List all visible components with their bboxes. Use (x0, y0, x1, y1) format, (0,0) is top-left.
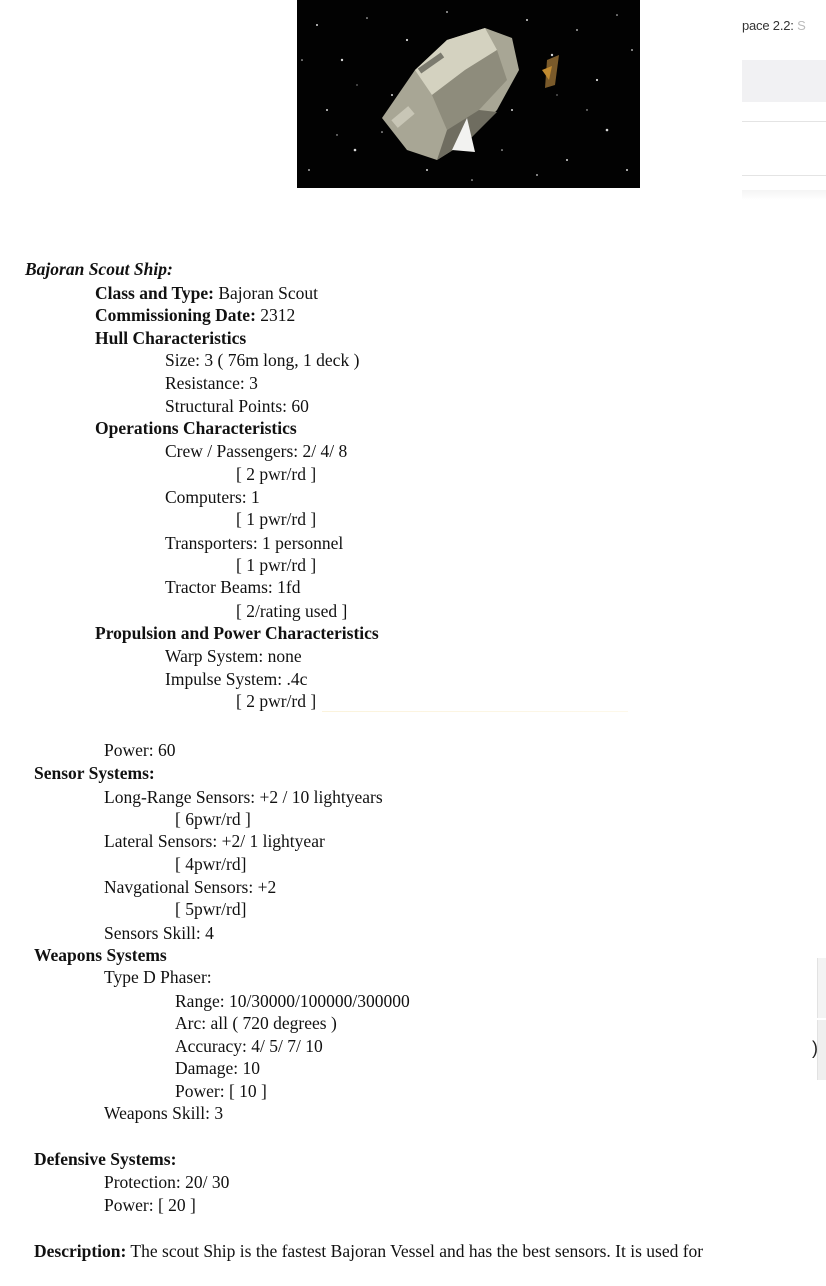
edge-partial-glyph: ) (812, 1038, 818, 1058)
ops-tractor-power: [ 2/rating used ] (236, 601, 348, 621)
sensor-nav: Navgational Sensors: +2 (104, 877, 277, 897)
edge-panel[interactable] (817, 1020, 826, 1080)
side-tab[interactable] (742, 18, 806, 40)
description-label: Description: (34, 1241, 127, 1261)
propulsion-heading: Propulsion and Power Characteristics (95, 623, 379, 643)
hull-structural: Structural Points: 60 (165, 396, 309, 416)
sensor-heading: Sensor Systems: (34, 763, 155, 783)
side-tab-label: pace 2.2: (742, 18, 794, 33)
class-label: Class and Type: (95, 283, 214, 303)
ops-crew: Crew / Passengers: 2/ 4/ 8 (165, 441, 348, 461)
defense-heading: Defensive Systems: (34, 1149, 177, 1169)
sensor-long: Long-Range Sensors: +2 / 10 lightyears (104, 787, 383, 807)
divider (742, 175, 826, 176)
date-label: Commissioning Date: (95, 305, 256, 325)
weapon-accuracy: Accuracy: 4/ 5/ 7/ 10 (175, 1036, 323, 1056)
date-value: 2312 (260, 305, 296, 325)
hull-resistance: Resistance: 3 (165, 373, 258, 393)
panel-shadow (742, 190, 826, 200)
ship-title: Bajoran Scout Ship: (25, 259, 173, 279)
weapon-arc: Arc: all ( 720 degrees ) (175, 1013, 337, 1033)
sensor-long-power: [ 6pwr/rd ] (175, 809, 251, 829)
prop-impulse-power: [ 2 pwr/rd ] (236, 691, 317, 711)
edge-panel[interactable] (817, 958, 826, 1018)
prop-warp: Warp System: none (165, 646, 302, 666)
sensor-skill: Sensors Skill: 4 (104, 923, 214, 943)
divider (742, 121, 826, 122)
class-value: Bajoran Scout (218, 283, 318, 303)
hull-heading: Hull Characteristics (95, 328, 247, 348)
weapon-range: Range: 10/30000/100000/300000 (175, 991, 410, 1011)
weapon-damage: Damage: 10 (175, 1058, 261, 1078)
prop-impulse: Impulse System: .4c (165, 669, 308, 689)
defense-protection: Protection: 20/ 30 (104, 1172, 230, 1192)
date-line (95, 304, 295, 326)
description-line (34, 1240, 703, 1262)
weapon-name: Type D Phaser: (104, 967, 212, 987)
faint-rule (322, 711, 628, 712)
ops-crew-power: [ 2 pwr/rd ] (236, 464, 317, 484)
weapons-heading: Weapons Systems (34, 945, 167, 965)
ops-transporters-power: [ 1 pwr/rd ] (236, 555, 317, 575)
ship-photo-art (297, 0, 640, 188)
defense-power: Power: [ 20 ] (104, 1195, 196, 1215)
weapon-power: Power: [ 10 ] (175, 1081, 267, 1101)
sensor-nav-power: [ 5pwr/rd] (175, 899, 247, 919)
ops-computers-power: [ 1 pwr/rd ] (236, 509, 317, 529)
sensor-lateral-power: [ 4pwr/rd] (175, 854, 247, 874)
sensor-lateral: Lateral Sensors: +2/ 1 lightyear (104, 831, 325, 851)
ops-transporters: Transporters: 1 personnel (165, 533, 344, 553)
side-highlight-row[interactable] (742, 60, 826, 102)
power-line: Power: 60 (104, 740, 176, 760)
side-tab-tail: S (797, 18, 806, 33)
ship-photo (297, 0, 640, 188)
ops-computers: Computers: 1 (165, 487, 260, 507)
hull-size: Size: 3 ( 76m long, 1 deck ) (165, 350, 360, 370)
weapons-skill: Weapons Skill: 3 (104, 1103, 224, 1123)
ops-heading: Operations Characteristics (95, 418, 297, 438)
side-panel (742, 0, 826, 200)
ops-tractor: Tractor Beams: 1fd (165, 577, 301, 597)
description-text: The scout Ship is the fastest Bajoran Vessel and has the best sensors. It is used for (130, 1241, 704, 1261)
class-line (95, 282, 318, 304)
